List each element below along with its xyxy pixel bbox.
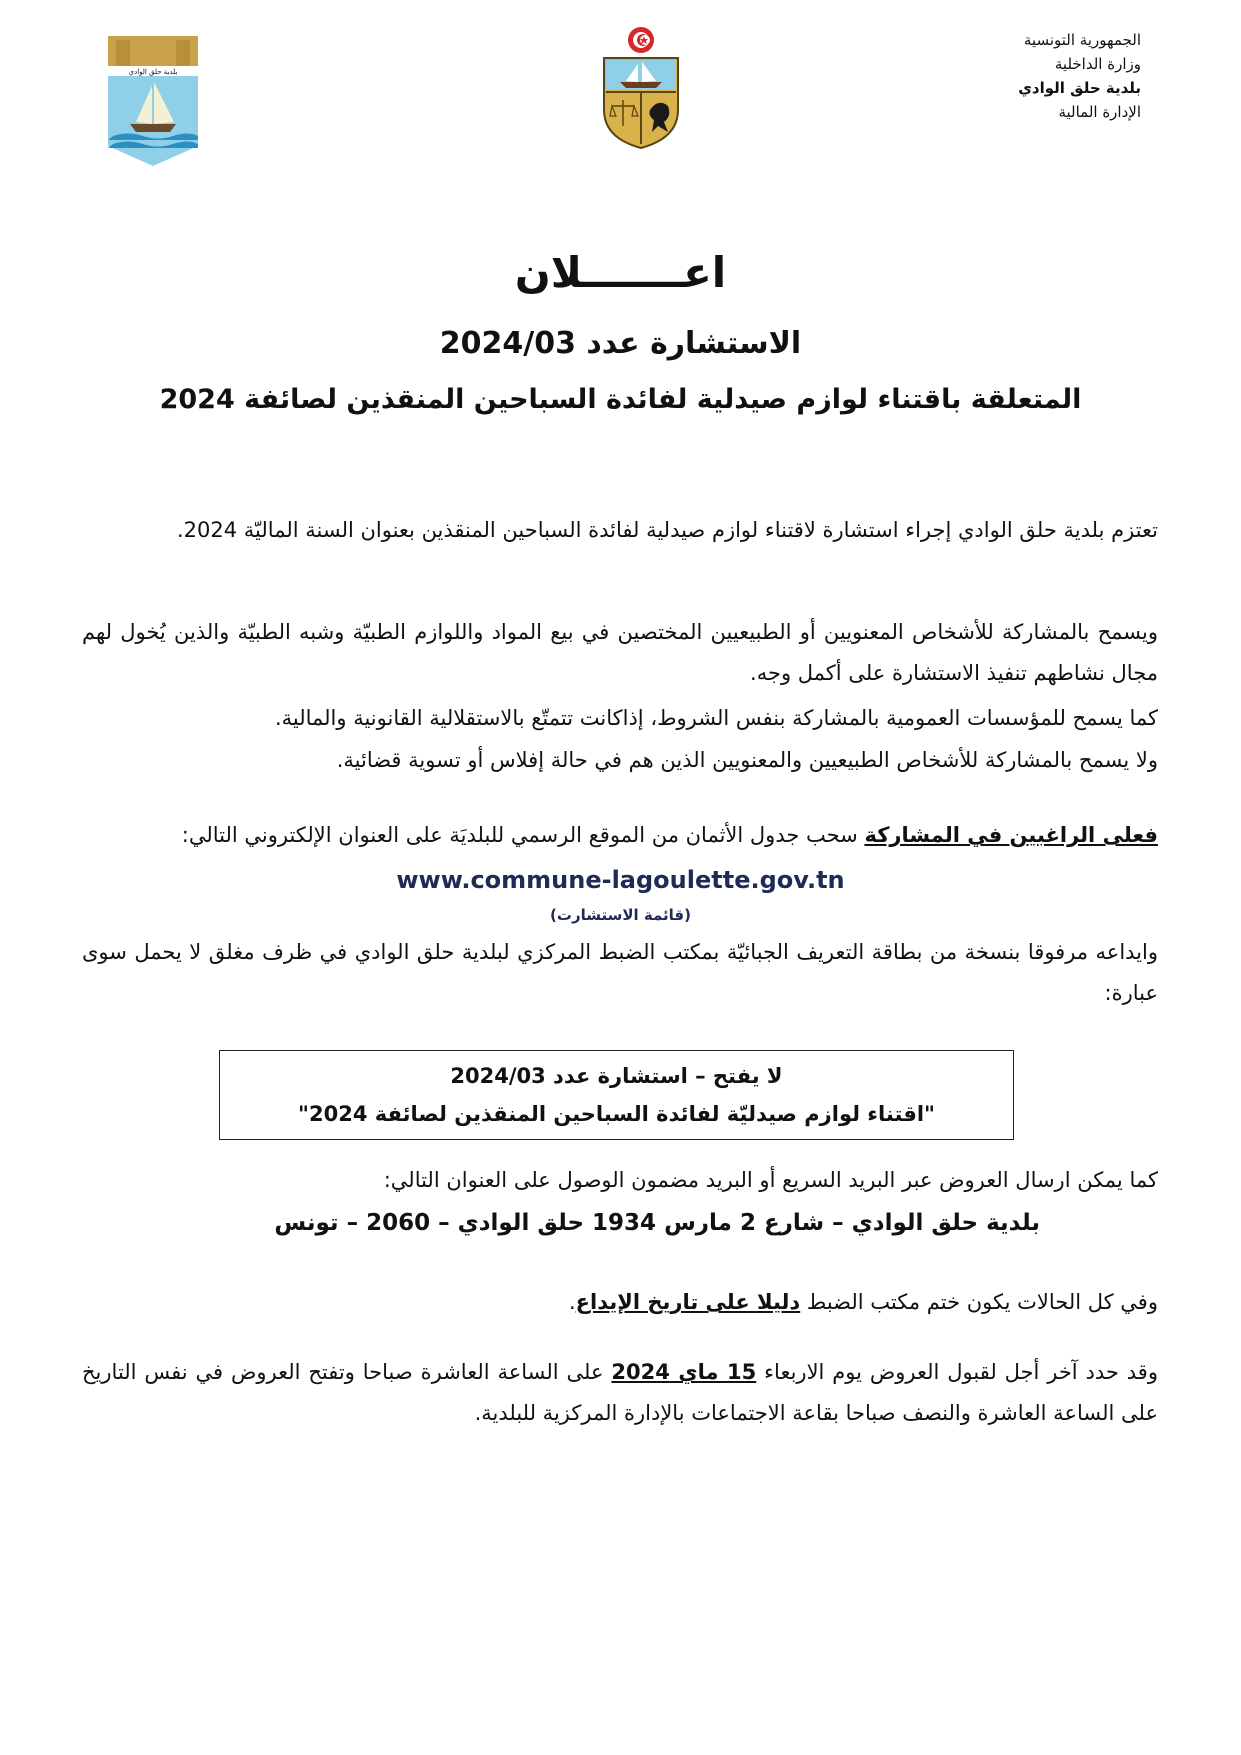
issuer-header: [881, 28, 1141, 124]
paragraph-exclusions: ولا يسمح بالمشاركة للأشخاص الطبيعيين والمعنويين الذين هم في حالة إفلاس أو تسوية قضائية.: [336, 748, 1158, 772]
header-republic: الجمهورية التونسية: [1023, 31, 1141, 49]
paragraph-intent: تعتزم بلدية حلق الوادي إجراء استشارة لاقتناء لوازم صيدلية لفائدة السباحين المنقذين بعنوان السنة الماليّة 2024.: [176, 518, 1158, 542]
stamp-lead: وفي كل الحالات يكون ختم مكتب الضبط: [800, 1290, 1158, 1314]
announcement-title: اعـــــــلان: [514, 248, 727, 297]
download-lead: فعلى الراغبين في المشاركة: [864, 823, 1158, 847]
header-ministry: وزارة الداخلية: [1054, 55, 1141, 73]
paragraph-eligibility: ويسمح بالمشاركة للأشخاص المعنويين أو الطبيعيين المختصين في بيع المواد واللوازم الطبيّة وشبه الطبيّة والذين يُخول لهم مجال نشاطهم تنفيذ الاستشارة على أكمل وجه.: [82, 620, 1158, 685]
envelope-label-line2: "اقتناء لوازم صيدليّة لفائدة السباحين المنقذين لصائفة 2024": [298, 1102, 935, 1126]
download-rest: سحب جدول الأثمان من الموقع الرسمي للبلديَة على العنوان الإلكتروني التالي:: [181, 823, 865, 847]
stamp-proof: دليلا على تاريخ الإيداع: [575, 1290, 801, 1314]
website-link[interactable]: www.commune-lagoulette.gov.tn: [396, 866, 845, 894]
stamp-end: .: [568, 1290, 576, 1314]
paragraph-deadline: [82, 1352, 1158, 1434]
paragraph-submission: وايداعه مرفوقا بنسخة من بطاقة التعريف الجبائيّة بمكتب الضبط المركزي لبلدية حلق الوادي في ظرف مغلق لا يحمل سوى عبارة:: [82, 940, 1158, 1005]
consultation-subject: المتعلقة باقتناء لوازم صيدلية لفائدة السباحين المنقذين لصائفة 2024: [159, 384, 1082, 415]
postal-address: بلدية حلق الوادي – شارع 2 مارس 1934 حلق الوادي – 2060 – تونس: [274, 1210, 1040, 1236]
envelope-label-box: [219, 1050, 1014, 1140]
deadline-part-a: وقد حدد آخر أجل لقبول العروض يوم الاربعاء: [756, 1360, 1158, 1384]
paragraph-mail-option: كما يمكن ارسال العروض عبر البريد السريع أو البريد مضمون الوصول على العنوان التالي:: [383, 1168, 1158, 1192]
municipality-logo: [108, 36, 198, 166]
paragraph-public-institutions: كما يسمح للمؤسسات العمومية بالمشاركة بنفس الشروط، إذاكانت تتمتّع بالاستقلالية القانونية والمالية.: [274, 706, 1158, 730]
header-municipality: بلدية حلق الوادي: [1018, 79, 1141, 97]
tunisia-coat-of-arms: [598, 26, 684, 150]
deadline-part-b: على الساعة العاشرة صباحا وتفتح العروض في نفس التاريخ على الساعة العاشرة والنصف صباحا بقاعة الاجتماعات بالإدارة المركزية للبلدية.: [82, 1360, 1158, 1425]
logo-text: بلدية حلق الوادي: [128, 68, 178, 76]
consultations-list-note: (قائمة الاستشارت): [550, 906, 691, 924]
paragraph-download-instructions: [82, 815, 1158, 856]
paragraph-stamp: [82, 1282, 1158, 1323]
deadline-date: 15 ماي 2024: [611, 1360, 757, 1384]
envelope-label-line1: لا يفتح – استشارة عدد 2024/03: [450, 1064, 783, 1088]
header-department: الإدارة المالية: [1058, 103, 1141, 121]
consultation-number: الاستشارة عدد 2024/03: [439, 326, 802, 361]
